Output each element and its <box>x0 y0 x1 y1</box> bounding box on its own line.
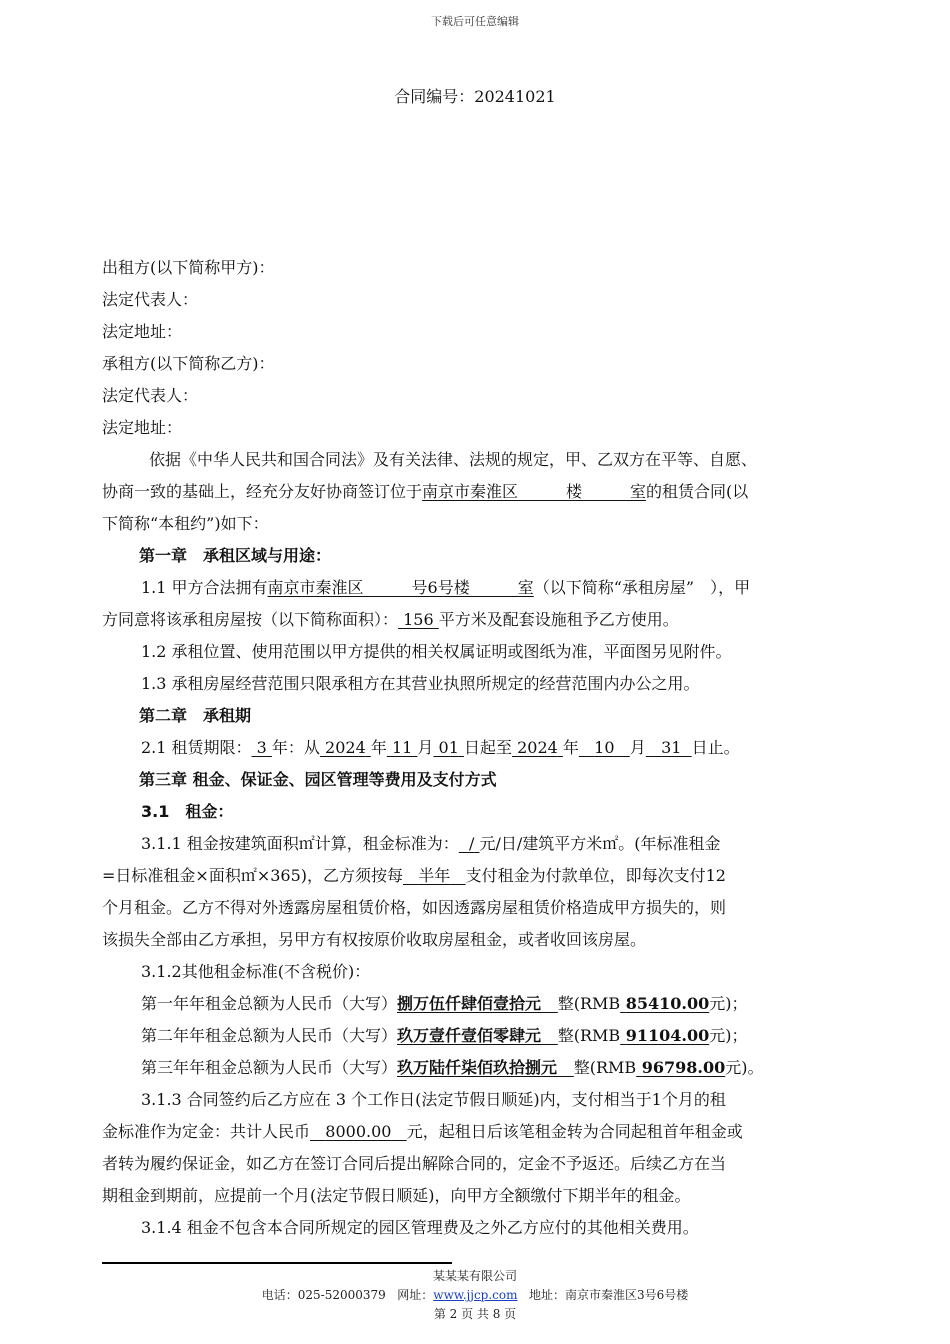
clause-text: 年：从 <box>271 738 320 757</box>
clause-3-1-1-line-3: 个月租金。乙方不得对外透露房屋租赁价格，如因透露房屋租赁价格造成甲方损失的，则 <box>102 898 727 917</box>
clause-text: 方同意将该承租房屋按（以下简称面积）： <box>102 610 399 629</box>
rent-amount-value: 96798.00 <box>641 1058 726 1077</box>
lessee-rep-line: 法定代表人： <box>102 386 199 405</box>
day-word: 日起至 <box>463 738 512 757</box>
rent-amount-value: 85410.00 <box>625 994 710 1013</box>
clause-3-1-3-line-3: 者转为履约保证金，如乙方在签订合同后提出解除合同的，定金不予返还。后续乙方在当 <box>102 1154 727 1173</box>
footer-website-link[interactable]: www.jjcp.com <box>433 1288 518 1302</box>
end-day-value: 31 <box>661 738 682 757</box>
payment-period-value: 半年 <box>418 866 451 885</box>
footer-phone: 电话：025-52000379 <box>261 1288 386 1302</box>
lessor-rep-line: 法定代表人： <box>102 290 199 309</box>
clause-text: =日标准租金×面积㎡×365)，乙方须按每 <box>102 866 404 885</box>
end-month-value: 10 <box>594 738 615 757</box>
lessor-line: 出租方(以下简称甲方)： <box>102 258 275 277</box>
clause-2-1 <box>141 738 740 758</box>
footer-company: 某某某有限公司 <box>432 1269 517 1283</box>
lessor-address-line: 法定地址： <box>102 322 183 341</box>
rent-label: 第一年年租金总额为人民币（大写） <box>141 994 398 1013</box>
daily-rent-standard <box>459 834 480 853</box>
start-year-value: 2024 <box>325 738 366 757</box>
footer-address: 地址：南京市秦淮区3号6号楼 <box>528 1288 689 1302</box>
clause-3-1-1 <box>141 834 721 854</box>
start-month <box>387 738 418 757</box>
contract-number: 合同编号：20241021 <box>394 87 556 106</box>
clause-text: 元/日/建筑平方米㎡。(年标准租金 <box>479 834 721 853</box>
rent-amount-words <box>397 994 558 1013</box>
premises-address: 南京市秦淮区 号6号楼 室 <box>267 578 534 597</box>
chapter-1-title: 第一章 承租区域与用途： <box>139 546 332 565</box>
chapter-3-title: 第三章 租金、保证金、园区管理等费用及支付方式 <box>139 770 497 789</box>
page-number: 第 2 页 共 8 页 <box>433 1307 517 1321</box>
rent-year-3 <box>141 1058 764 1078</box>
clause-text: 金标准作为定金：共计人民币 <box>102 1122 311 1141</box>
start-month-value: 11 <box>391 738 413 757</box>
month-word: 月 <box>629 738 646 757</box>
start-day <box>433 738 464 757</box>
rent-label: 第三年年租金总额为人民币（大写） <box>141 1058 398 1077</box>
clause-text: 1.1 甲方合法拥有 <box>141 578 268 597</box>
rent-tail: 元)； <box>709 1026 748 1045</box>
payment-period <box>403 866 466 885</box>
clause-1-1-cont <box>102 610 679 630</box>
rent-mid: 整(RMB <box>573 1058 637 1077</box>
premises-location: 南京市秦淮区 楼 室 <box>422 482 647 501</box>
lessee-line: 承租方(以下简称乙方)： <box>102 354 275 373</box>
rent-mid: 整(RMB <box>557 994 621 1013</box>
footer-contact <box>0 1286 950 1303</box>
year-word: 年 <box>562 738 579 757</box>
top-note: 下载后可任意编辑 <box>431 15 519 28</box>
intro-text: 协商一致的基础上，经充分友好协商签订位于 <box>102 482 423 501</box>
clause-text: 3.1.1 租金按建筑面积㎡计算，租金标准为： <box>141 834 459 853</box>
rent-tail: 元)。 <box>725 1058 764 1077</box>
rent-tail: 元)； <box>709 994 748 1013</box>
rent-amount-figure <box>620 1026 709 1045</box>
clause-text: 元，起租日后该笔租金转为合同起租首年租金或 <box>406 1122 743 1141</box>
clause-1-3: 1.3 承租房屋经营范围只限承租方在其营业执照所规定的经营范围内办公之用。 <box>141 674 700 693</box>
rent-upper-value: 玖万陆仟柒佰玖拾捌元 <box>397 1058 558 1077</box>
rent-amount-words <box>397 1058 574 1077</box>
deposit-amount-value: 8000.00 <box>325 1122 392 1141</box>
clause-text: 支付租金为付款单位，即每次支付12 <box>465 866 726 885</box>
clause-3-1-3: 3.1.3 合同签约后乙方应在 3 个工作日(法定节假日顺延)内，支付相当于1个月的租 <box>141 1090 726 1109</box>
area-value <box>398 610 439 629</box>
area-number: 156 <box>403 610 434 629</box>
start-day-value: 01 <box>438 738 459 757</box>
rent-label: 第二年年租金总额为人民币（大写） <box>141 1026 398 1045</box>
clause-3-1-1-line-2 <box>102 866 726 886</box>
footer-site-label: 网址： <box>397 1288 434 1302</box>
end-month <box>579 738 630 757</box>
rent-amount-figure <box>620 994 709 1013</box>
lease-years <box>252 738 272 757</box>
clause-3-1-1-line-4: 该损失全部由乙方承担，另甲方有权按原价收取房屋租金，或者收回该房屋。 <box>102 930 647 949</box>
intro-text: 的租赁合同(以 <box>646 482 749 501</box>
clause-1-1 <box>141 578 750 598</box>
footer-rule <box>102 1262 452 1264</box>
clause-3-1-4: 3.1.4 租金不包含本合同所规定的园区管理费及之外乙方应付的其他相关费用。 <box>141 1218 699 1237</box>
chapter-2-title: 第二章 承租期 <box>139 706 252 725</box>
intro-line-2 <box>102 482 748 502</box>
rent-amount-figure <box>636 1058 725 1077</box>
day-word: 日止。 <box>691 738 740 757</box>
clause-3-1-3-line-4: 期租金到期前，应提前一个月(法定节假日顺延)，向甲方全额缴付下期半年的租金。 <box>102 1186 691 1205</box>
year-word: 年 <box>370 738 387 757</box>
rent-amount-words <box>397 1026 558 1045</box>
clause-3-1-2: 3.1.2其他租金标准(不含税价)： <box>141 962 371 981</box>
clause-3-1-3-line-2 <box>102 1122 743 1142</box>
section-3-1-title: 3.1 租金： <box>141 802 234 821</box>
clause-text: （以下简称“承租房屋” ），甲 <box>533 578 751 597</box>
rent-year-1 <box>141 994 748 1014</box>
end-year-value: 2024 <box>517 738 558 757</box>
rent-mid: 整(RMB <box>557 1026 621 1045</box>
end-year <box>512 738 563 757</box>
intro-line-1: 依据《中华人民共和国合同法》及有关法律、法规的规定，甲、乙双方在平等、自愿、 <box>149 450 758 469</box>
intro-line-3: 下简称“本租约”)如下： <box>102 514 269 533</box>
rent-upper-value: 玖万壹仟壹佰零肆元 <box>397 1026 542 1045</box>
rent-upper-value: 捌万伍仟肆佰壹拾元 <box>397 994 542 1013</box>
daily-rent-value: / <box>468 834 475 853</box>
lease-years-value: 3 <box>256 738 267 757</box>
rent-amount-value: 91104.00 <box>625 1026 710 1045</box>
start-year <box>320 738 371 757</box>
lessee-address-line: 法定地址： <box>102 418 183 437</box>
deposit-amount <box>310 1122 407 1141</box>
end-day <box>646 738 692 757</box>
clause-text: 平方米及配套设施租予乙方使用。 <box>438 610 679 629</box>
rent-year-2 <box>141 1026 748 1046</box>
clause-1-2: 1.2 承租位置、使用范围以甲方提供的相关权属证明或图纸为准，平面图另见附件。 <box>141 642 732 661</box>
clause-text: 2.1 租赁期限： <box>141 738 252 757</box>
month-word: 月 <box>417 738 434 757</box>
